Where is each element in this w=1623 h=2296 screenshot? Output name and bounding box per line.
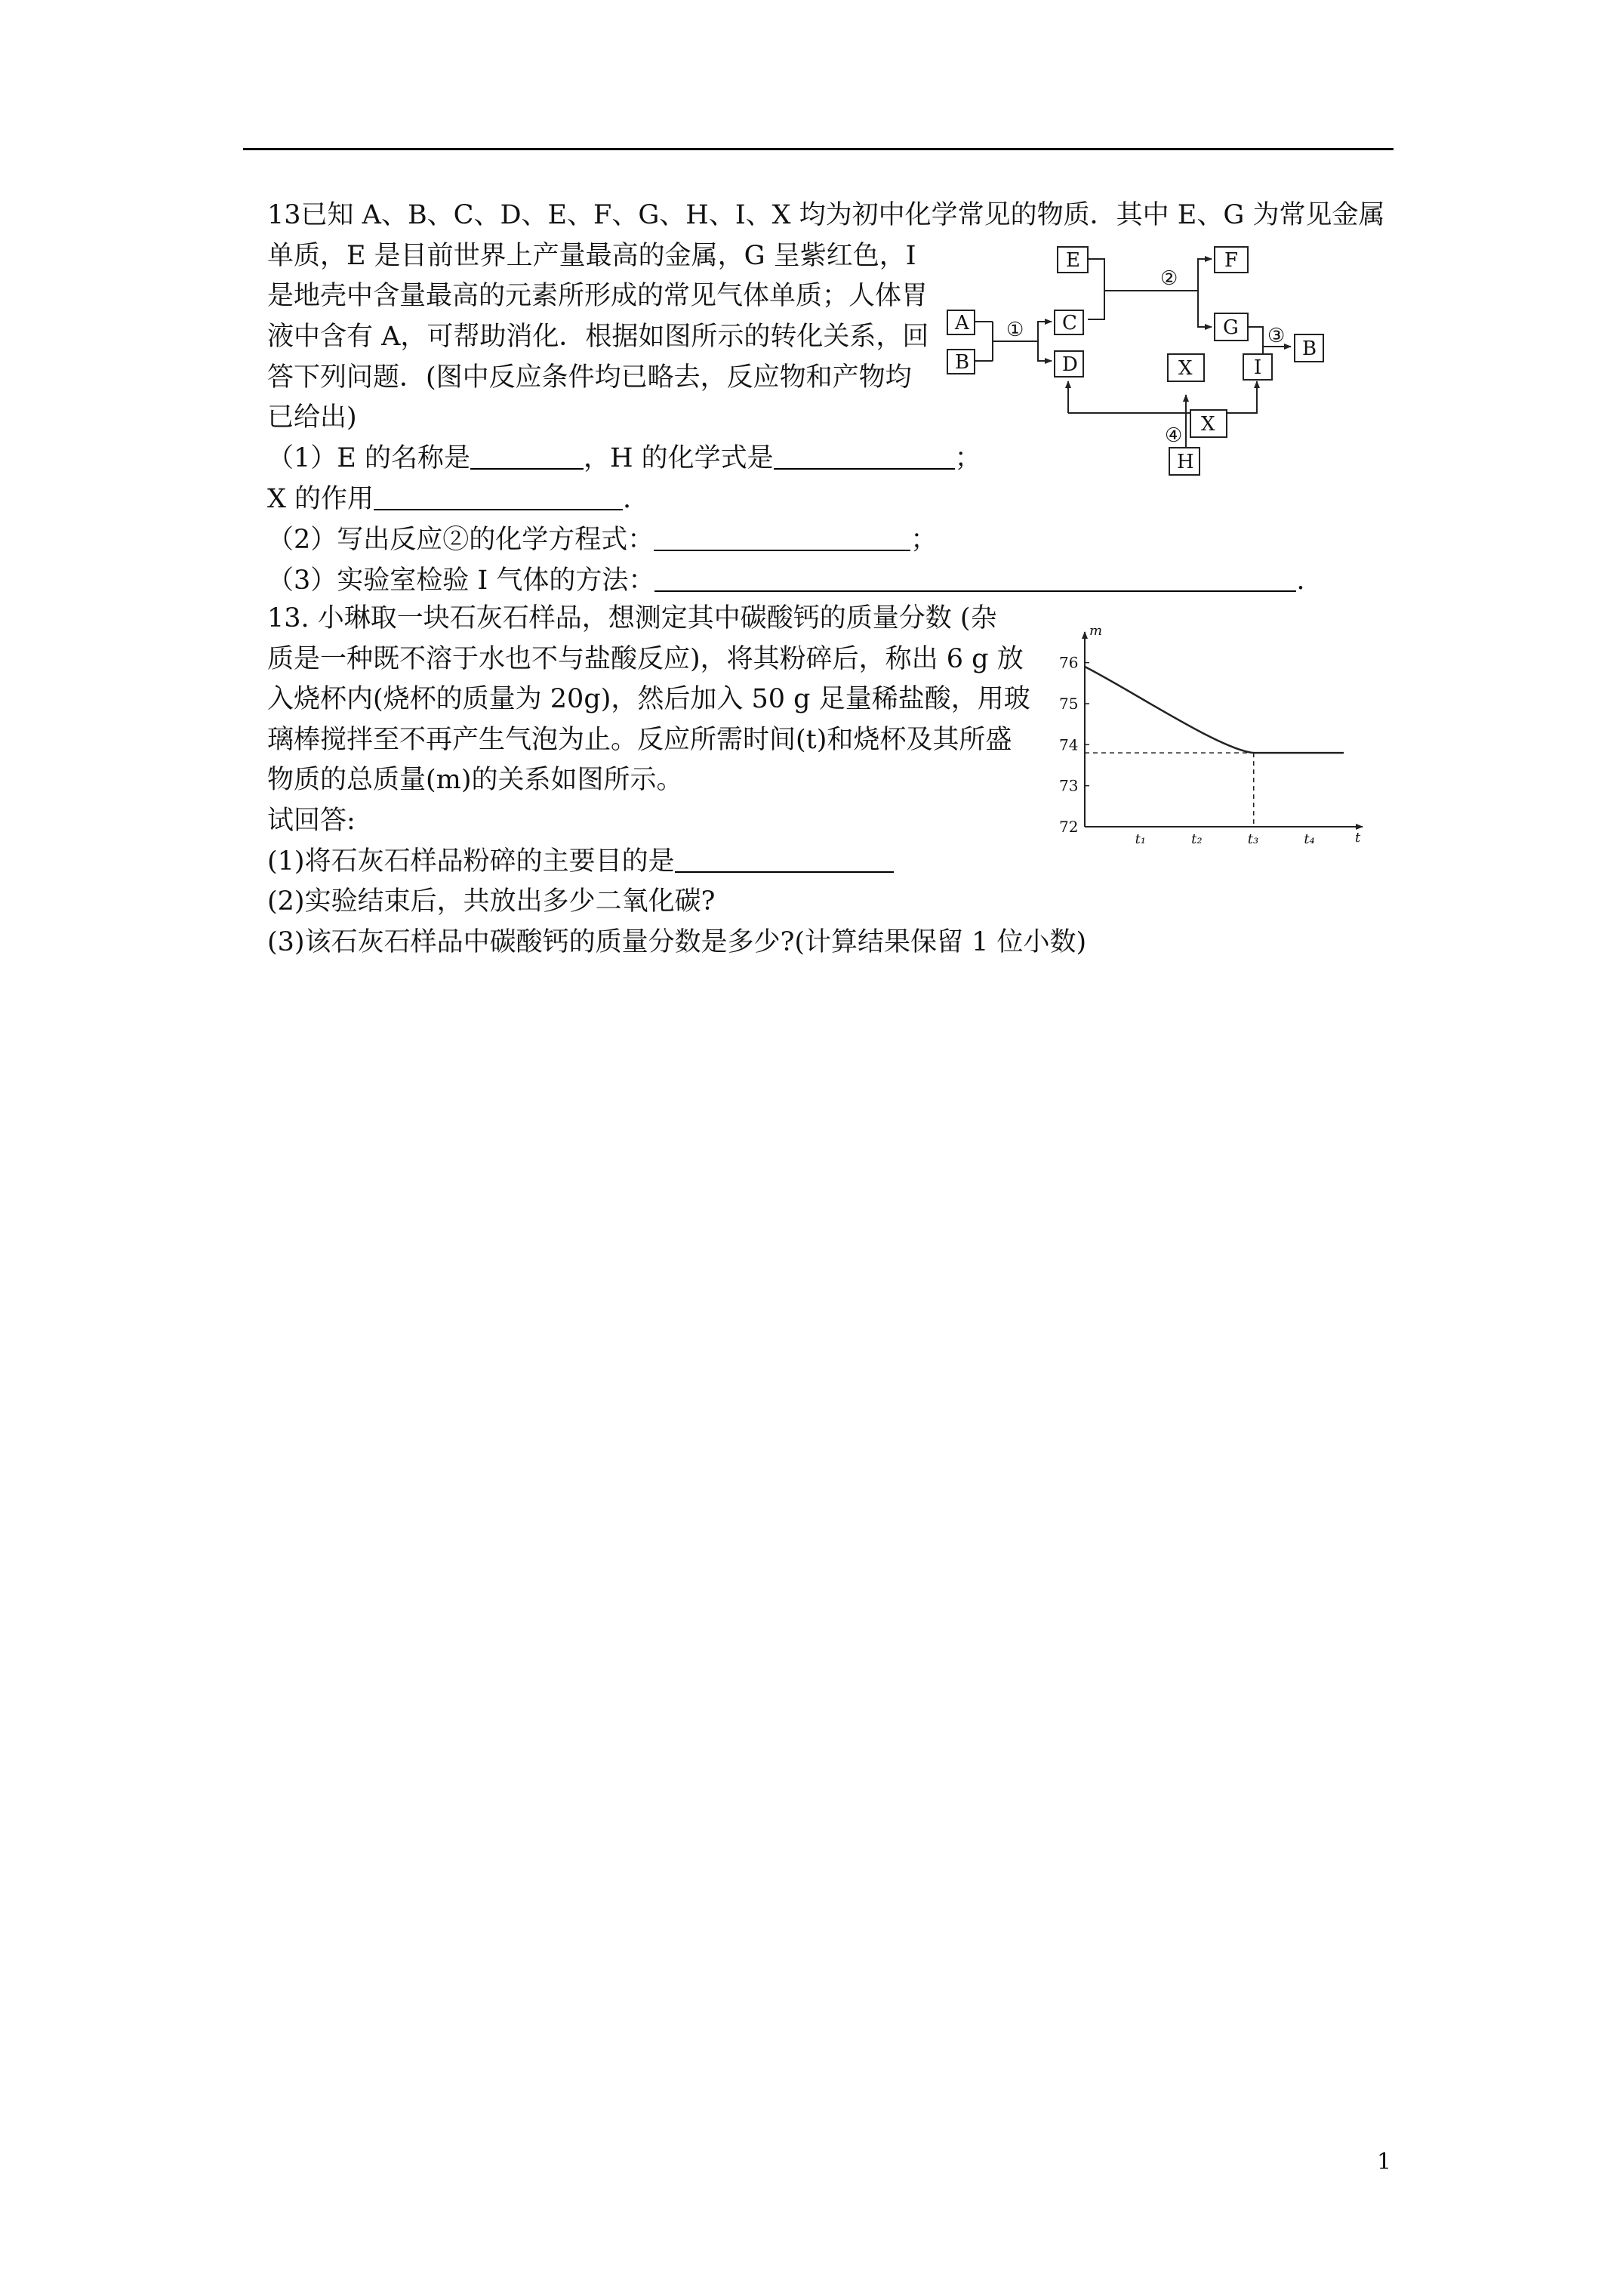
box-f [1215,247,1248,273]
answer-blank-purpose[interactable] [675,849,894,873]
q1-line-3: 是地壳中含量最高的元素所形成的常见气体单质；人体胃 [267,281,929,311]
q1-sub1 [267,439,981,478]
reaction-4-label: ④ [1165,424,1183,447]
box-c [1055,310,1083,334]
svg-text:B: B [1302,337,1317,360]
q2-line-4: 璃棒搅拌至不再产生气泡为止。反应所需时间(t)和烧杯及其所盛 [267,725,1012,755]
box-b-out [1295,334,1323,362]
svg-text:H: H [1177,451,1194,473]
y-tick-label: 76 [1059,653,1079,672]
svg-text:C: C [1062,312,1077,334]
box-d [1055,351,1083,377]
svg-text:A: A [955,312,969,334]
chart-series-line [1085,667,1344,753]
q2-line-2: 质是一种既不溶于水也不与盐酸反应)，将其粉碎后，称出 6 g 放 [267,644,1024,674]
mass-time-chart [1053,623,1370,849]
q1-line-2: 单质，E 是目前世界上产量最高的金属，G 呈紫红色，I [267,241,916,271]
box-b-in [947,350,975,374]
y-tick-label: 75 [1059,694,1079,713]
q2-line-3: 入烧杯内(烧杯的质量为 20g)，然后加入 50 g 足量稀盐酸，用玻 [267,684,1030,714]
svg-text:I: I [1254,356,1262,379]
header-rule [243,148,1394,150]
q1-sub2 [267,520,937,559]
answer-blank-equation[interactable] [654,527,910,551]
svg-text:G: G [1223,316,1239,339]
svg-text:B: B [955,351,970,374]
box-x-bottom [1190,410,1227,437]
q2-line-5: 物质的总质量(m)的关系如图所示。 [267,765,683,795]
box-h [1169,448,1200,475]
q1-sub1-cont [267,479,631,519]
q1-sub1-text-c: ； [954,443,981,473]
q1-line-6: 已给出) [267,402,357,433]
box-i [1243,354,1272,380]
chart-y-label: m [1089,623,1103,639]
q1-sub2-text-a: （2）写出反应②的化学方程式： [267,525,654,555]
q1-sub3-text-a: （3）实验室检验 I 气体的方法： [267,566,655,596]
box-x-top [1168,354,1204,381]
q2-line-6: 试回答: [267,806,356,836]
q2-line-1: 13. 小琳取一块石灰石样品，想测定其中碳酸钙的质量分数 (杂 [267,603,997,633]
q2-sub2: (2)实验结束后，共放出多少二氧化碳? [267,886,716,917]
answer-blank-gas-test[interactable] [654,568,1296,592]
q1-sub1-text-a: （1）E 的名称是 [267,443,470,473]
x-tick-label: t₁ [1135,831,1147,847]
q1-line-5: 答下列问题．(图中反应条件均已略去，反应物和产物均 [267,362,912,393]
chart-x-label: t [1355,830,1361,846]
q1-sub3-text-b: . [1296,566,1305,596]
svg-text:E: E [1066,249,1080,272]
answer-blank-e-name[interactable] [470,445,584,470]
q1-line-1: 13已知 A、B、C、D、E、F、G、H、I、X 均为初中化学常见的物质．其中 E、G 为常见金属 [267,200,1385,230]
svg-text:D: D [1062,353,1078,376]
y-tick-label: 72 [1059,818,1079,836]
conversion-diagram [947,238,1378,479]
answer-blank-h-formula[interactable] [774,445,955,470]
x-tick-label: t₂ [1191,831,1203,847]
q2-sub1-text: (1)将石灰石样品粉碎的主要目的是 [267,846,675,877]
reaction-3-label: ③ [1267,325,1286,347]
x-tick-label: t₃ [1247,831,1259,847]
q1-sub3 [267,561,1305,600]
box-a [947,310,975,334]
svg-text:X: X [1201,413,1215,436]
box-e [1058,247,1088,273]
y-tick-label: 73 [1059,776,1079,795]
page-number: 1 [1377,2149,1392,2175]
q1-line-4: 液中含有 A，可帮助消化．根据如图所示的转化关系，回 [267,322,929,352]
reaction-2-label: ② [1160,267,1178,290]
q2-sub1 [267,842,894,881]
x-tick-label: t₄ [1304,831,1315,847]
q1-sub2-text-b: ； [910,525,938,555]
q1-sub1-text-d: X 的作用 [267,484,374,514]
reaction-1-label: ① [1006,319,1024,341]
q1-sub1-text-e: . [623,484,632,514]
svg-text:F: F [1224,249,1239,272]
svg-text:X: X [1178,357,1193,380]
q2-sub3: (3)该石灰石样品中碳酸钙的质量分数是多少?(计算结果保留 1 位小数) [267,927,1087,957]
q1-sub1-text-b: ，H 的化学式是 [583,443,774,473]
y-tick-label: 74 [1059,735,1079,754]
answer-blank-x-role[interactable] [374,486,623,510]
box-g [1215,313,1248,341]
